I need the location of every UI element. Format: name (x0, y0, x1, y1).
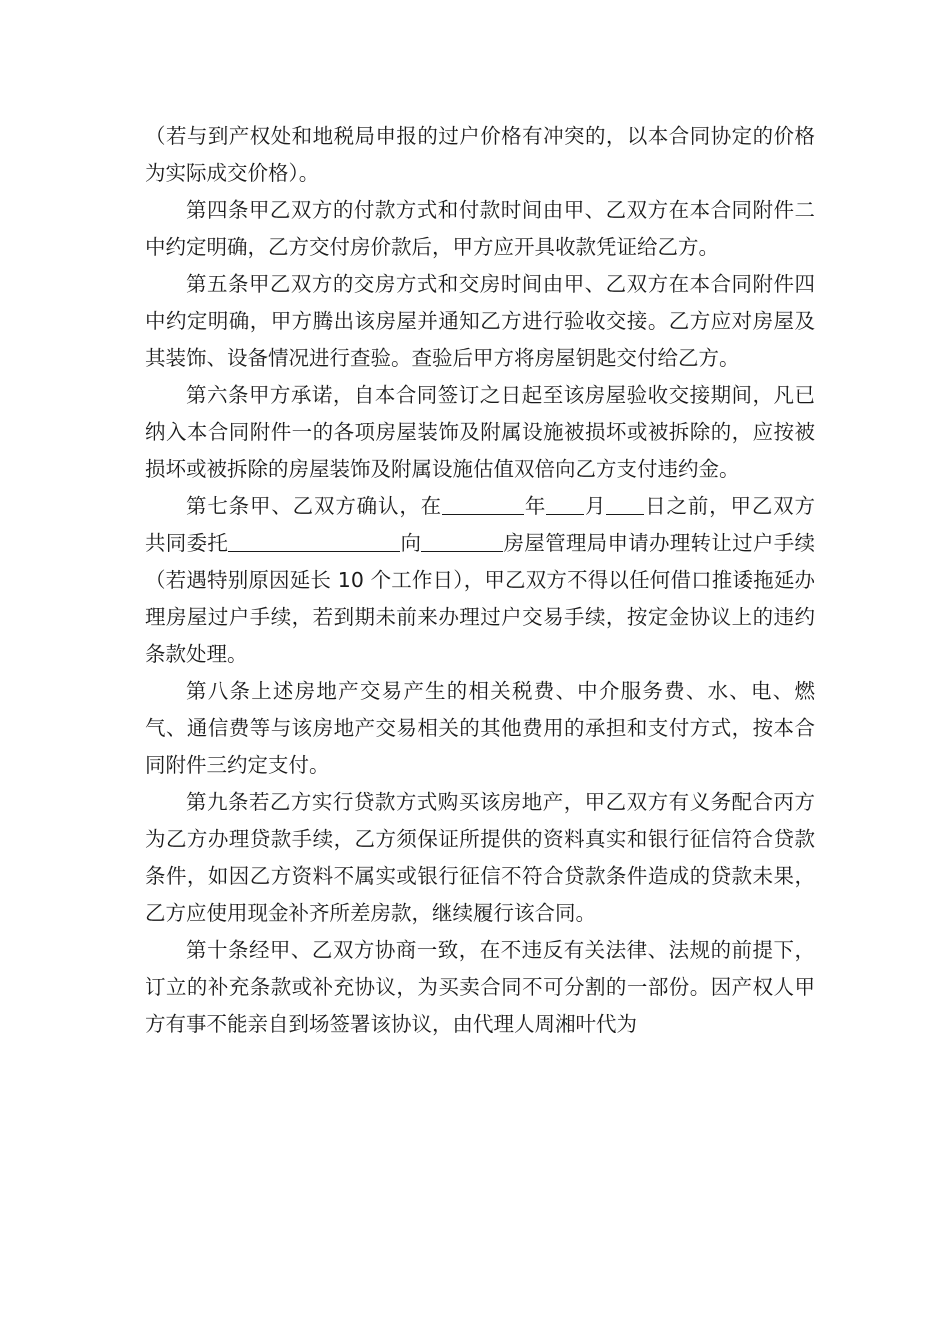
paragraph-price-note: （若与到产权处和地税局申报的过户价格有冲突的，以本合同协定的价格为实际成交价格）。 (145, 124, 815, 185)
day-blank (606, 492, 644, 515)
paragraph-article-8: 第八条上述房地产交易产生的相关税费、中介服务费、水、电、燃气、通信费等与该房地产交易相关的其他费用的承担和支付方式，按本合同附件三约定支付。 (145, 679, 815, 777)
entrusted-party-blank (228, 529, 400, 552)
paragraph-article-9: 第九条若乙方实行贷款方式购买该房地产，甲乙双方有义务配合丙方为乙方办理贷款手续，乙方须保证所提供的资料真实和银行征信符合贷款条件，如因乙方资料不属实或银行征信不符合贷款条件造成的贷款未果，乙方应使用现金补齐所差房款，继续履行该合同。 (145, 790, 815, 925)
authority-blank (421, 529, 503, 552)
article-7-text-5: 向 (400, 531, 422, 555)
paragraph-article-7 (145, 488, 815, 673)
extension-days: 10 (337, 568, 364, 592)
article-7-text-3: 月 (584, 494, 607, 518)
article-7-text-8: 个工作日），甲乙双方不得以任何借口推诿拖延办理房屋过户手续，若到期未前来办理过户交易手续，按定金协议上的违约条款处理。 (145, 568, 815, 666)
article-7-text-4: 日之前，甲乙双方共同委托 (145, 494, 816, 555)
article-7-text-6: 房屋管理局申请办理转让过户手续（若遇特别原因延长 (145, 531, 816, 592)
document-body (145, 118, 815, 1043)
paragraph-article-4: 第四条甲乙双方的付款方式和付款时间由甲、乙双方在本合同附件二中约定明确，乙方交付房价款后，甲方应开具收款凭证给乙方。 (145, 198, 815, 259)
month-blank (546, 492, 584, 515)
year-blank (442, 492, 524, 515)
paragraph-article-10: 第十条经甲、乙双方协商一致，在不违反有关法律、法规的前提下，订立的补充条款或补充协议，为买卖合同不可分割的一部份。因产权人甲方有事不能亲自到场签署该协议，由代理人周湘叶代为 (145, 938, 815, 1036)
article-7-text-2: 年 (524, 494, 547, 518)
paragraph-article-5: 第五条甲乙双方的交房方式和交房时间由甲、乙双方在本合同附件四中约定明确，甲方腾出该房屋并通知乙方进行验收交接。乙方应对房屋及其装饰、设备情况进行查验。查验后甲方将房屋钥匙交付给乙方。 (145, 272, 815, 370)
paragraph-article-6: 第六条甲方承诺，自本合同签订之日起至该房屋验收交接期间，凡已纳入本合同附件一的各项房屋装饰及附属设施被损坏或被拆除的，应按被损坏或被拆除的房屋装饰及附属设施估值双倍向乙方支付违约金。 (145, 383, 815, 481)
article-7-text-1: 第七条甲、乙双方确认，在 (186, 494, 442, 518)
